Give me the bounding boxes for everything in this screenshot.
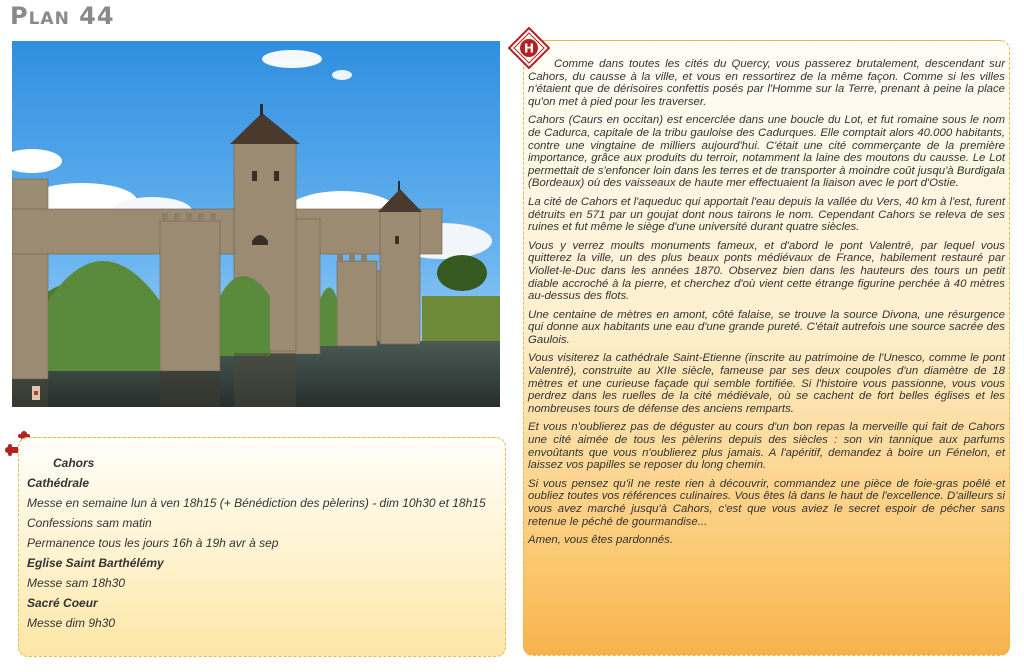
article-paragraph: Comme dans toutes les cités du Quercy, vous passerez brutalement, descendant sur Cahors, du causse à la ville, et vous en ressortirez de la même façon. Comme si les villes n'étaient que de dérisoires confettis posés par l'Homme sur la Terre, prenant à peine la place qu'on met à pied pour les traverser. bbox=[528, 58, 1005, 108]
article-paragraph: Vous y verrez moults monuments fameux, et d'abord le pont Valentré, par lequel vous quitterez la ville, un des plus beaux ponts médiévaux de France, habilement restauré par Viollet-le-Duc dans les années 1870. Observez bien dans les hauteurs des tours un petit diable accroché à la pierre, et cherchez d'où vient cette étrange figurine perchée à 40 mètres au-dessus des flots. bbox=[528, 239, 1005, 303]
info-line: Messe en semaine lun à ven 18h15 (+ Bénédiction des pèlerins) - dim 10h30 et 18h15 bbox=[27, 496, 486, 510]
article-box bbox=[523, 40, 1010, 656]
article-paragraph: Amen, vous êtes pardonnés. bbox=[528, 534, 674, 547]
article-paragraph: Et vous n'oublierez pas de déguster au cours d'un bon repas la merveille qui fait de Cahors une cité aimée de tous les pèlerins depuis des siècles : son vin tannique aux parfums envoûtants que vous n'oublierez plus jamais. A l'apéritif, demandez à boire un Fénelon, et laissez vos papilles se reposer du long chemin. bbox=[528, 421, 1005, 472]
info-line: Permanence tous les jours 16h à 19h avr à sep bbox=[27, 536, 279, 550]
info-heading: Cahors bbox=[53, 456, 95, 470]
h-hotel-icon bbox=[508, 27, 550, 69]
mass-times-box bbox=[18, 437, 506, 657]
svg-text:H: H bbox=[523, 41, 535, 56]
info-line: Confessions sam matin bbox=[27, 516, 152, 530]
info-line: Messe sam 18h30 bbox=[27, 576, 126, 590]
page-title: Plan 44 bbox=[10, 2, 115, 30]
article-paragraph: Une centaine de mètres en amont, côté falaise, se trouve la source Divona, une résurgence qui donne aux habitants une eau d'une grande pureté. C'était autrefois une source sacrée des Gaulois. bbox=[528, 308, 1005, 346]
info-heading: Eglise Saint Barthélémy bbox=[27, 556, 164, 570]
article-paragraph: La cité de Cahors et l'aqueduc qui apportait l'eau depuis la vallée du Vers, 40 km à l'est, furent détruits en 571 par un goujat dont nous tairons le nom. Cependant Cahors se releva de ses ruines et fut même le siège d'une université durant quatre siècles. bbox=[528, 195, 1005, 234]
info-heading: Cathédrale bbox=[27, 476, 90, 490]
article-paragraph: Si vous pensez qu'il ne reste rien à découvrir, commandez une pièce de foie-gras poêlé et oubliez toutes vos références culinaires. Vous êtes là dans le haut de l'excellence. D'ailleurs si vous avez marché jusqu'à Cahors, c'est que vous aviez le secret espoir de pécher sans retenue le péché de gourmandise... bbox=[528, 477, 1005, 528]
info-line: Messe dim 9h30 bbox=[27, 616, 116, 630]
info-heading: Sacré Coeur bbox=[27, 596, 98, 610]
mass-times-list bbox=[27, 456, 499, 630]
article-paragraph: Vous visiterez la cathédrale Saint-Etienne (inscrite au patrimoine de l'Unesco, comme le pont Valentré), construite au XIIe siècle, fameuse par ses deux coupoles d'un diamètre de 18 mètres et une curieuse façade qui semble fortifiée. Si l'histoire vous passionne, vous vous perdrez dans les ruelles de la cité médiévale, où se cachent de fort belles églises et les nombreuses tours de défense des anciens remparts. bbox=[528, 352, 1005, 415]
article-text bbox=[528, 58, 1005, 547]
pont-valentre-photo bbox=[12, 41, 500, 407]
article-paragraph: Cahors (Caurs en occitan) est encerclée dans une boucle du Lot, et fut romaine sous le nom de Cadurca, capitale de la tribu gauloise des Cadurques. Elle comptait alors 40.000 habitants, contre une vingtaine de milliers aujourd'hui. C'était une cité commerçante de la première importance, grâce aux produits du terroir, notamment la laine des moutons du causse. Le Lot permettait de s'enfoncer loin dans les terres et de transporter à moindre coût jusqu'à Burdigala (Bordeaux) où des vaisseaux de haute mer effectuaient la liaison avec le port d'Ostie. bbox=[528, 114, 1005, 190]
